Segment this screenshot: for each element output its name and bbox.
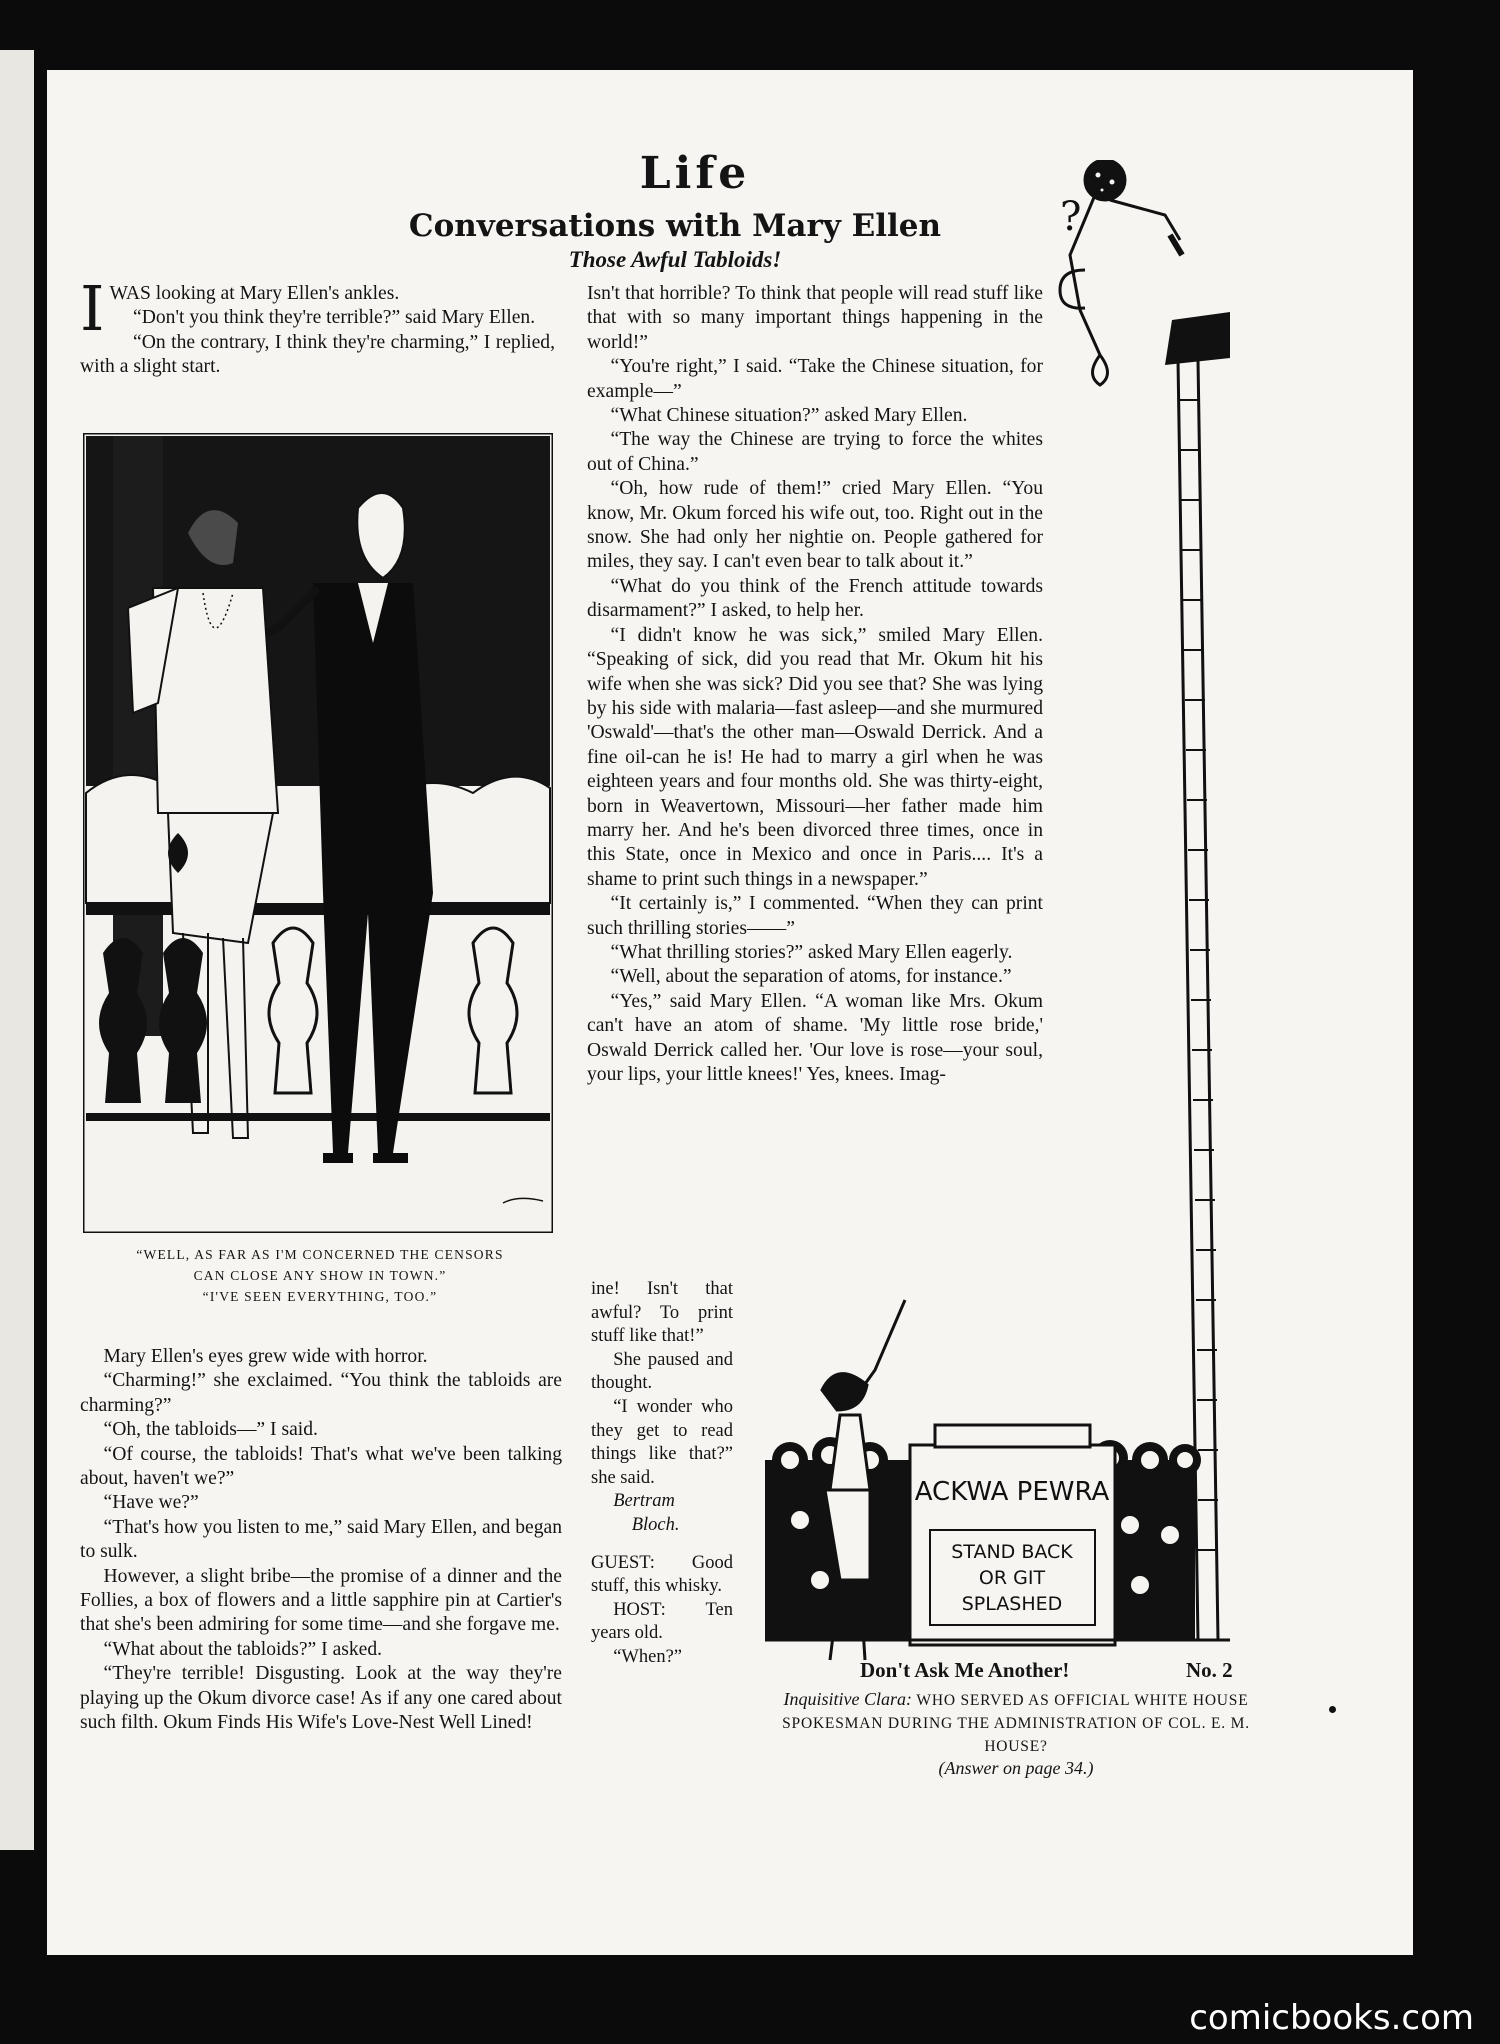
article-column-1-top	[80, 272, 555, 380]
ad-question-text: WHO SERVED AS OFFICIAL WHITE HOUSE SPOKESMAN DURING THE ADMINISTRATION OF COL. E. M. HOUSE?	[782, 1692, 1250, 1755]
article-title: Conversations with Mary Ellen	[408, 208, 942, 244]
article-column-1-bottom	[80, 1345, 562, 1736]
ad-answer-note: (Answer on page 34.)	[938, 1758, 1094, 1778]
joke-punchline: “When?”	[613, 1646, 682, 1667]
magazine-masthead: Life	[639, 148, 751, 199]
caption-line: CAN CLOSE ANY SHOW IN TOWN.”	[193, 1268, 447, 1283]
paragraph: However, a slight bribe—the promise of a dinner and the Follies, a box of flowers and a little sapphire pin at Cartier's that she's been admiring for some time—and she forgave me.	[80, 1565, 562, 1636]
tank-sign-line: STAND BACK	[951, 1541, 1073, 1563]
tank-sign-line: OR GIT	[978, 1567, 1046, 1589]
paragraph: “They're terrible! Disgusting. Look at the way they're playing up the Okum divorce case! As if any one cared about such filth. Okum Finds His Wife's Love-Nest Well Lined!	[80, 1663, 562, 1734]
article-column-2-narrow	[591, 1278, 733, 1670]
paragraph: “Don't you think they're terrible?” said Mary Ellen.	[133, 307, 536, 329]
opening-text: WAS looking at Mary Ellen's ankles.	[109, 283, 400, 304]
watermark: comicbooks.com	[1189, 1998, 1474, 2038]
byline-name: Bertram	[613, 1491, 675, 1512]
paragraph: ine! Isn't that awful? To print stuff like that!”	[591, 1279, 733, 1347]
paragraph: “The way the Chinese are trying to force the whites out of China.”	[587, 429, 1043, 475]
paragraph: “Of course, the tabloids! That's what we've been talking about, haven't we?”	[80, 1443, 562, 1490]
paragraph: “Oh, how rude of them!” cried Mary Ellen. “You know, Mr. Okum forced his wife out, too. Right out in the snow. She had only her nightie on. People gathered for miles, they say. I can't even bear to talk about it.”	[587, 478, 1043, 573]
paragraph: “I didn't know he was sick,” smiled Mary Ellen. “Speaking of sick, did you read that Mr. Okum hit his wife when she was sick? Did you see that? She was lying by his side with malaria—fast asleep—and she murmured 'Oswald'—that's the other man—Oswald Derrick. And a fine oil-can he is! He had to marry a girl when he was eighteen years and four months old. She was thirty-eight, born in Weavertown, Missouri—her father made him marry her. And he's been divorced three times, once in this State, once in Mexico and once in Paris.... It's a shame to print such things in a newspaper.”	[587, 624, 1043, 890]
tank-sign-line: SPLASHED	[961, 1593, 1063, 1615]
paragraph: “Charming!” she exclaimed. “You think the tabloids are charming?”	[80, 1370, 562, 1416]
caption-line: “I'VE SEEN EVERYTHING, TOO.”	[202, 1289, 438, 1304]
joke-host-line: HOST: Ten years old.	[591, 1599, 733, 1644]
stray-mark	[1329, 1706, 1336, 1713]
paragraph: “What thrilling stories?” asked Mary Ellen eagerly.	[610, 941, 1013, 963]
paragraph: “Yes,” said Mary Ellen. “A woman like Mrs. Okum can't have an atom of shame. 'My little rose bride,' Oswald Derrick called her. 'Our love is rose—your soul, your lips, your little knees!' Yes, knees. Imag-	[587, 990, 1043, 1085]
ad-number: No. 2	[1186, 1658, 1233, 1682]
paragraph: “Have we?”	[103, 1492, 199, 1514]
tank-label: ACKWA PEWRA	[914, 1477, 1110, 1507]
paragraph: “What do you think of the French attitude towards disarmament?” I asked, to help her.	[587, 575, 1043, 622]
byline-surname: Bloch.	[631, 1514, 680, 1535]
ad-headline: Don't Ask Me Another!	[860, 1658, 1070, 1682]
ad-question-lead: Inquisitive Clara:	[783, 1689, 912, 1709]
cartoon-advertisement	[760, 160, 1280, 1685]
caption-line: “WELL, AS FAR AS I'M CONCERNED THE CENSORS	[136, 1247, 504, 1262]
facing-page-edge	[0, 50, 34, 1850]
paragraph: “What Chinese situation?” asked Mary Ellen.	[610, 405, 968, 427]
paragraph: “That's how you listen to me,” said Mary Ellen, and began to sulk.	[80, 1516, 562, 1563]
paragraph: “You're right,” I said. “Take the Chinese situation, for example—”	[587, 356, 1043, 402]
paragraph: “What about the tabloids?” I asked.	[103, 1638, 383, 1660]
svg-text:?: ?	[1060, 194, 1082, 240]
ad-question	[766, 1688, 1266, 1758]
diver-figure	[1060, 160, 1182, 385]
joke-guest-line: GUEST: Good stuff, this whisky.	[591, 1552, 733, 1597]
paragraph: “I wonder who they get to read things like that?” she said.	[591, 1396, 733, 1488]
paragraph: “Oh, the tabloids—” I said.	[103, 1419, 318, 1441]
diving-board	[1165, 312, 1230, 365]
paragraph: “Well, about the separation of atoms, for instance.”	[610, 966, 1012, 988]
water-tank	[910, 1425, 1115, 1645]
paragraph: She paused and thought.	[591, 1349, 733, 1394]
drop-cap: I	[80, 272, 105, 345]
paragraph: Mary Ellen's eyes grew wide with horror.	[103, 1346, 428, 1367]
paragraph: “It certainly is,” I commented. “When they can print such thrilling stories——”	[587, 893, 1043, 939]
couple-illustration	[83, 433, 553, 1233]
paragraph: “On the contrary, I think they're charming,” I replied, with a slight start.	[80, 331, 555, 378]
illustration-caption	[75, 1244, 565, 1307]
article-subtitle: Those Awful Tabloids!	[568, 247, 782, 272]
paragraph: Isn't that horrible? To think that people will read stuff like that with so many important things happening in the world!”	[587, 283, 1043, 353]
